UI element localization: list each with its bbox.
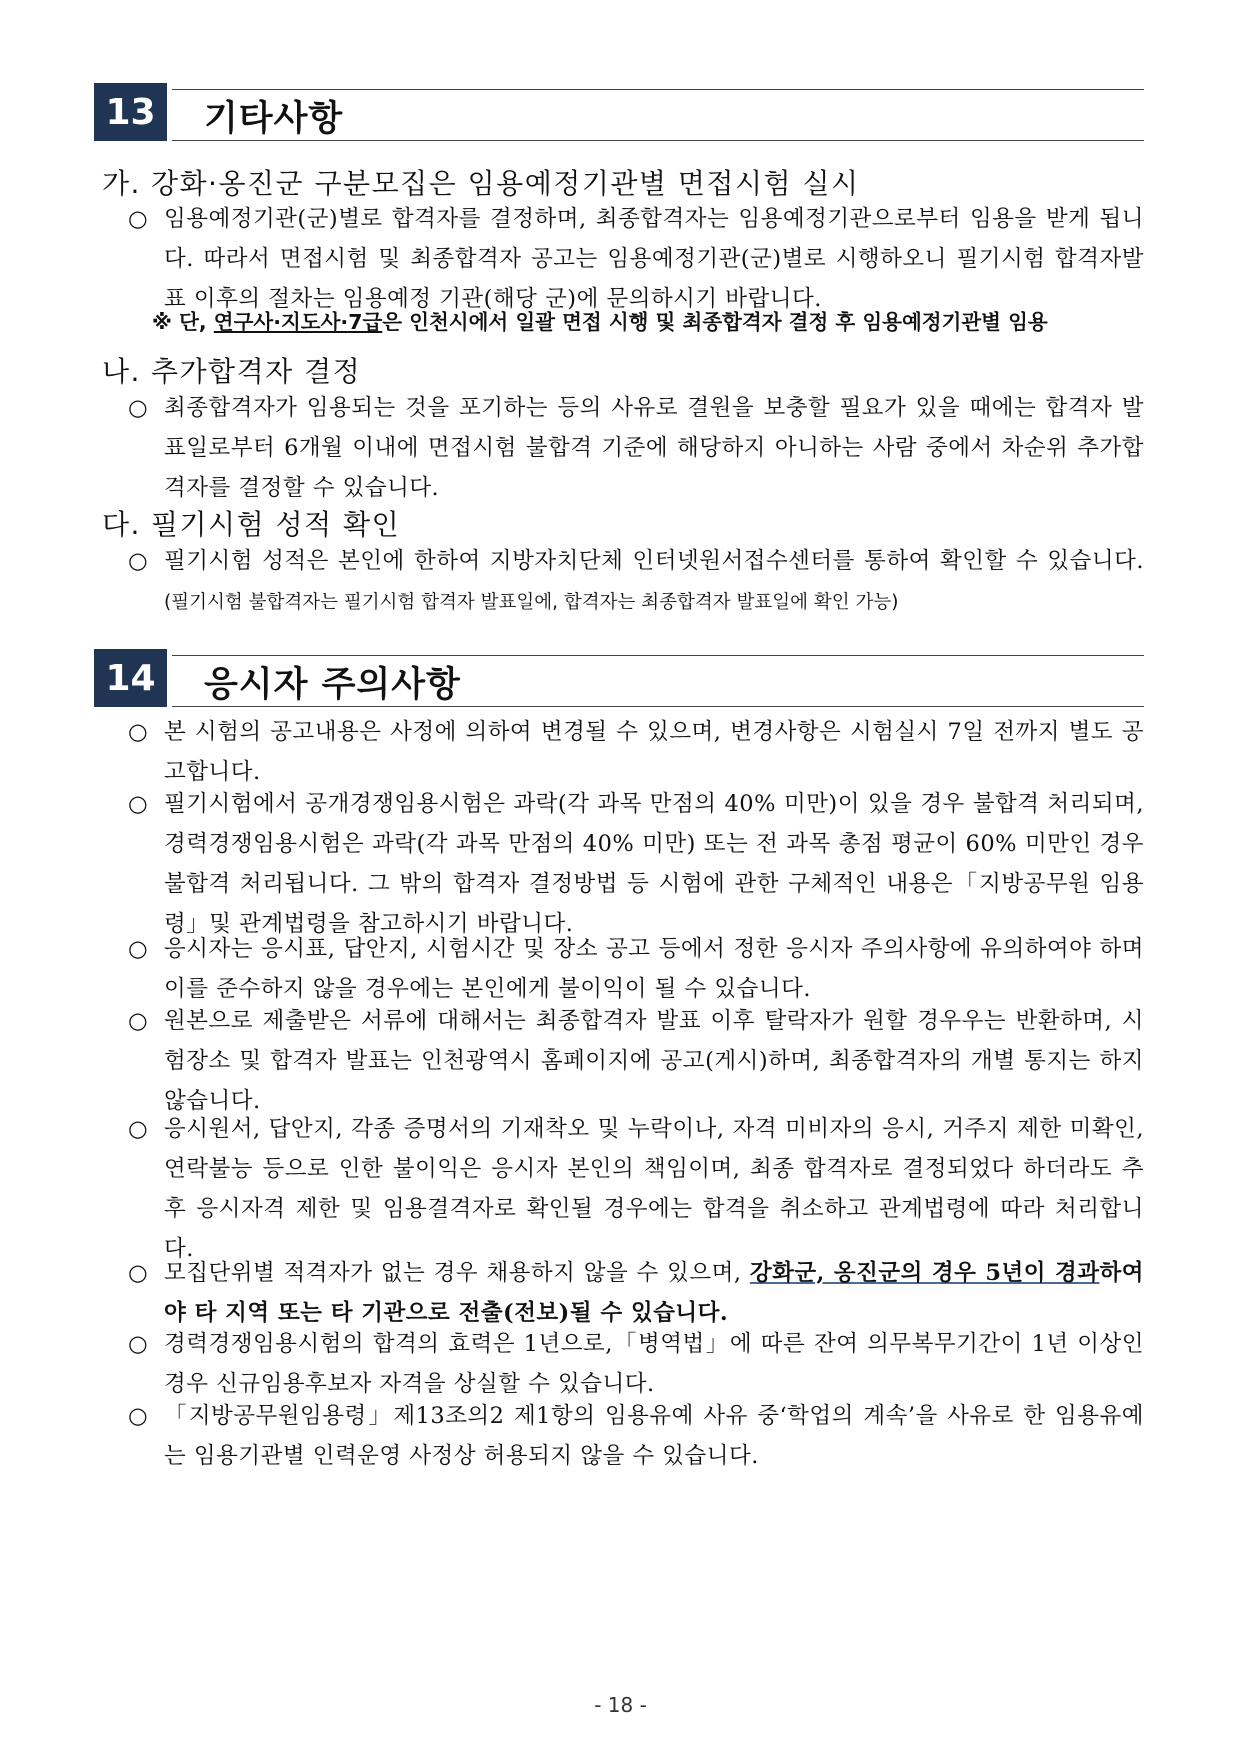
header-rule-bottom xyxy=(172,140,1144,141)
circle-bullet-icon: ○ xyxy=(128,548,149,574)
subheading-b xyxy=(102,350,361,390)
page-number: - 18 - xyxy=(594,1693,647,1717)
circle-bullet-icon: ○ xyxy=(128,1331,149,1357)
bullet-text: 응시자는 응시표, 답안지, 시험시간 및 장소 공고 등에서 정한 응시자 주의사항에 유의하여야 하며 이를 준수하지 않을 경우에는 본인에게 불이익이 될 수 있습니다. xyxy=(164,936,1144,1002)
circle-bullet-icon: ○ xyxy=(128,1260,149,1286)
bullet-underlined-text: 강화군, 옹진군의 경우 5년이 경과 xyxy=(749,1260,1100,1286)
section-number-badge: 14 xyxy=(94,649,167,707)
bullet-text: 필기시험 성적은 본인에 한하여 지방자치단체 인터넷원서접수센터를 통하여 확인할 수 있습니다. xyxy=(164,548,1144,574)
note-prefix: ※ 단, xyxy=(152,310,214,334)
bullet-text: 최종합격자가 임용되는 것을 포기하는 등의 사유로 결원을 보충할 필요가 있을 때에는 합격자 발표일로부터 6개월 이내에 면접시험 불합격 기준에 해당하지 아니하는 사람 중에서 차순위 추가합격자를 결정할 수 있습니다. xyxy=(164,395,1144,501)
bullet-text: 임용예정기관(군)별로 합격자를 결정하며, 최종합격자는 임용예정기관으로부터 임용을 받게 됩니다. 따라서 면접시험 및 최종합격자 공고는 임용예정기관(군)별로 시행하오니 필기시험 합격자발표 이후의 절차는 임용예정 기관(해당 군)에 문의하시기 바랍니다. xyxy=(164,206,1144,312)
header-rule-bottom xyxy=(172,706,1144,707)
circle-bullet-icon: ○ xyxy=(128,936,149,962)
circle-bullet-icon: ○ xyxy=(128,206,149,232)
header-rule-top xyxy=(172,89,1144,90)
subheading-label: 나. xyxy=(102,355,141,388)
section-14-header xyxy=(94,649,1144,707)
header-rule-top xyxy=(172,655,1144,656)
subheading-title: 필기시험 성적 확인 xyxy=(150,508,401,541)
section-title: 기타사항 xyxy=(204,99,344,139)
bullet-item xyxy=(128,1001,1144,1121)
bullet-item xyxy=(128,1253,1144,1333)
bullet-item xyxy=(128,712,1144,792)
note-suffix: 은 인천시에서 일괄 면접 시행 및 최종합격자 결정 후 임용예정기관별 임용 xyxy=(382,310,1048,334)
subheading-label: 가. xyxy=(102,167,141,200)
circle-bullet-icon: ○ xyxy=(128,1116,149,1142)
bullet-item xyxy=(128,1324,1144,1404)
bullet-item xyxy=(128,929,1144,1009)
circle-bullet-icon: ○ xyxy=(128,395,149,421)
subheading-a xyxy=(102,162,860,202)
bullet-bold-text: 하여야 타 지역 또는 타 기관으로 전출(전보)될 수 있습니다. xyxy=(164,1260,1144,1326)
bullet-text: 원본으로 제출받은 서류에 대해서는 최종합격자 발표 이후 탈락자가 원할 경우우는 반환하며, 시험장소 및 합격자 발표는 인천광역시 홈페이지에 공고(게시)하며, 최종합격자의 개별 통지는 하지 않습니다. xyxy=(164,1008,1144,1114)
bullet-item xyxy=(128,388,1144,508)
bullet-text: 응시원서, 답안지, 각종 증명서의 기재착오 및 누락이나, 자격 미비자의 응시, 거주지 제한 미확인, 연락불능 등으로 인한 불이익은 응시자 본인의 책임이며, 최종 합격자로 결정되었다 하더라도 추후 응시자격 제한 및 임용결격자로 확인될 경우에는 합격을 취소하고 관계법령에 따라 처리합니다. xyxy=(164,1116,1144,1262)
bullet-item xyxy=(128,1396,1144,1476)
bullet-text: 필기시험에서 공개경쟁임용시험은 과락(각 과목 만점의 40% 미만)이 있을 경우 불합격 처리되며, 경력경쟁임용시험은 과락(각 과목 만점의 40% 미만) 또는 전 과목 총점 평균이 60% 미만인 경우 불합격 처리됩니다. 그 밖의 합격자 결정방법 등 시험에 관한 구체적인 내용은「지방공무원 임용령」및 관계법령을 참고하시기 바랍니다. xyxy=(164,791,1144,937)
bullet-text: 「지방공무원임용령」제13조의2 제1항의 임용유예 사유 중‘학업의 계속’을 사유로 한 임용유예는 임용기관별 인력운영 사정상 허용되지 않을 수 있습니다. xyxy=(164,1403,1144,1469)
bullet-text: 모집단위별 적격자가 없는 경우 채용하지 않을 수 있으며, xyxy=(164,1260,750,1286)
section-title: 응시자 주의사항 xyxy=(204,665,461,705)
subheading-title: 추가합격자 결정 xyxy=(150,355,362,388)
circle-bullet-icon: ○ xyxy=(128,791,149,817)
note-line xyxy=(152,305,1144,339)
bullet-text: 본 시험의 공고내용은 사정에 의하여 변경될 수 있으며, 변경사항은 시험실시 7일 전까지 별도 공고합니다. xyxy=(164,719,1144,785)
bullet-item xyxy=(128,199,1144,319)
bullet-item xyxy=(128,784,1144,944)
note-underlined: 연구사·지도사·7급 xyxy=(213,310,383,334)
bullet-item xyxy=(128,1109,1144,1269)
section-13-header xyxy=(94,83,1144,141)
subheading-title: 강화·옹진군 구분모집은 임용예정기관별 면접시험 실시 xyxy=(150,167,860,200)
circle-bullet-icon: ○ xyxy=(128,1008,149,1034)
bullet-text: 경력경쟁임용시험의 합격의 효력은 1년으로,「병역법」에 따른 잔여 의무복무기간이 1년 이상인 경우 신규임용후보자 자격을 상실할 수 있습니다. xyxy=(164,1331,1144,1397)
subheading-c xyxy=(102,503,400,543)
circle-bullet-icon: ○ xyxy=(128,1403,149,1429)
bullet-item xyxy=(128,541,1144,623)
bullet-small-text: (필기시험 불합격자는 필기시험 합격자 발표일에, 합격자는 최종합격자 발표일에 확인 가능) xyxy=(164,592,899,613)
circle-bullet-icon: ○ xyxy=(128,719,149,745)
subheading-label: 다. xyxy=(102,508,141,541)
section-number-badge: 13 xyxy=(94,83,167,141)
